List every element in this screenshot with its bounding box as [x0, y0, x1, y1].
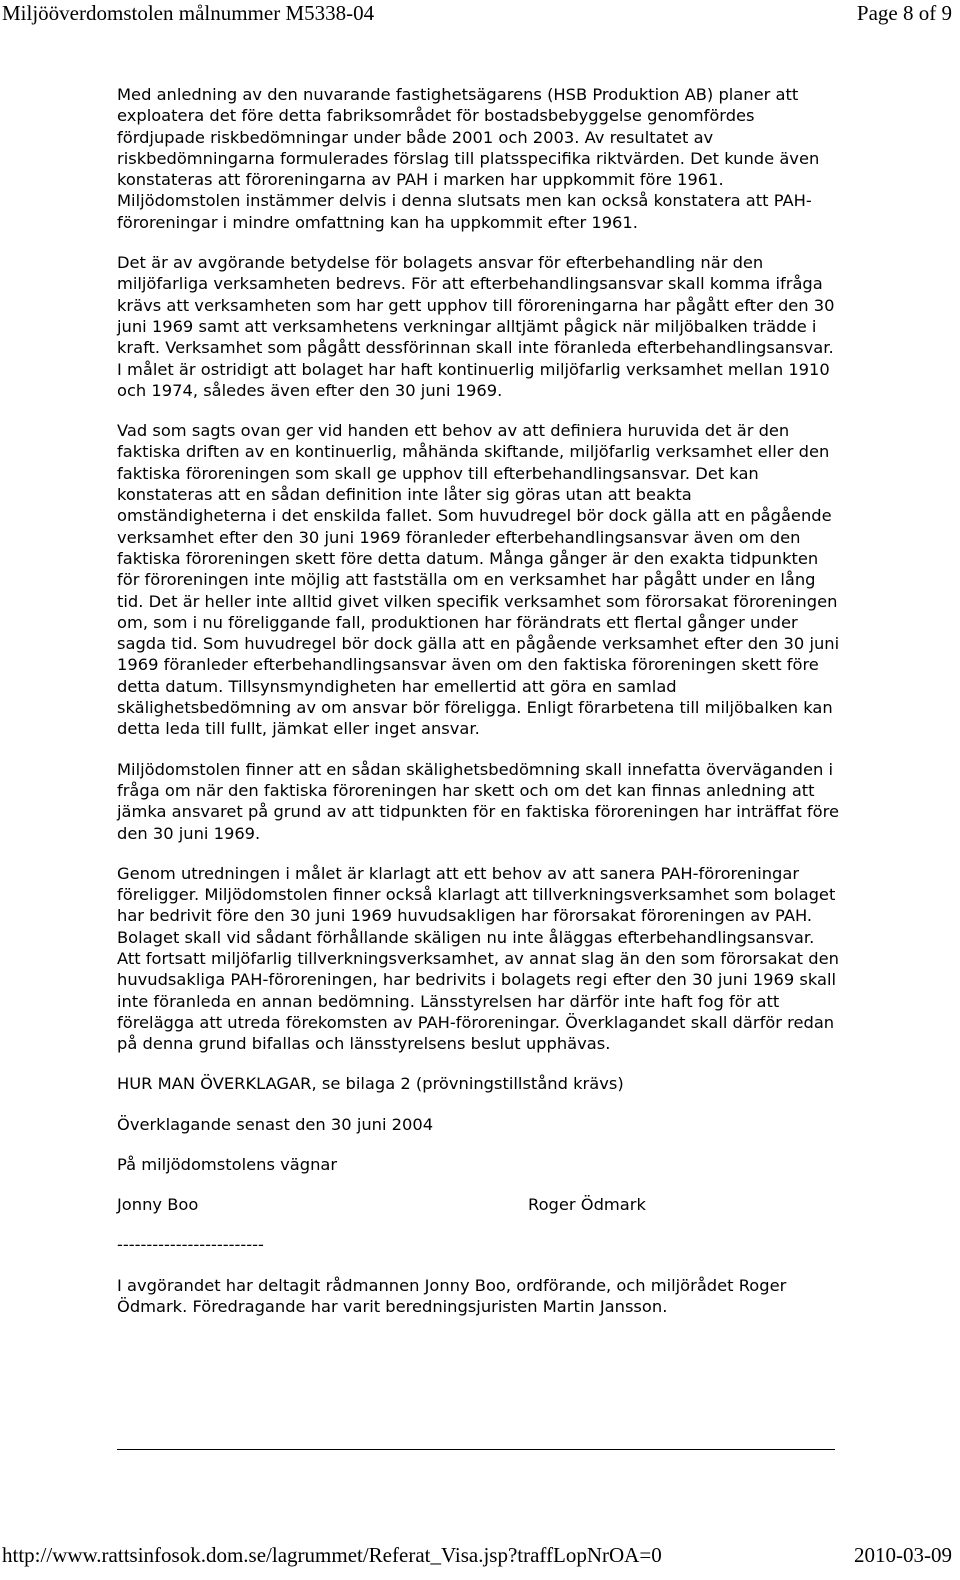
signature-row	[117, 1194, 842, 1215]
print-date: 2010-03-09	[854, 1543, 952, 1567]
appeal-deadline: Överklagande senast den 30 juni 2004	[117, 1114, 434, 1134]
signatory-jonny-boo: Jonny Boo	[117, 1195, 199, 1215]
page-header	[0, 0, 960, 30]
appeal-info: HUR MAN ÖVERKLAGAR, se bilaga 2 (prövningstillstånd krävs)	[117, 1074, 624, 1094]
paragraph-2: Det är av avgörande betydelse för bolagets ansvar för efterbehandling när den miljöfarliga verksamheten bedrevs. För att efterbehandlingsansvar skall komma ifråga krävs att verksamheten som har gett upphov till föroreningarna har pågått efter den 30 juni 1969 samt att verksamhetens verkningar alltjämt pågick när miljöbalken trädde i kraft. Verksamhet som pågått dessförinnan skall inte föranleda efterbehandlingsansvar. I målet är ostridigt att bolaget har haft kontinuerlig miljöfarlig verksamhet mellan 1910 och 1974, således även efter den 30 juni 1969.	[117, 253, 835, 400]
document-title: Miljööverdomstolen målnummer M5338-04	[2, 1, 375, 25]
paragraph-5: Genom utredningen i målet är klarlagt att ett behov av att sanera PAH-föroreningar föreligger. Miljödomstolen finner också klarlagt att tillverkningsverksamhet som bolaget har bedrivit före den 30 juni 1969 huvudsakligen har förorsakat föroreningen av PAH. Bolaget skall vid sådant förhållande skäligen nu inte åläggas efterbehandlingsansvar. Att fortsatt miljöfarlig tillverkningsverksamhet, av annat slag än den som förorsakat den huvudsakliga PAH-föroreningen, har bedrivits i bolagets regi efter den 30 juni 1969 skall inte föranleda en annan bedömning. Länsstyrelsen har därför inte haft fog för att förelägga att utreda förekomsten av PAH-föroreningar. Överklagandet skall därför redan på denna grund bifallas och länsstyrelsens beslut upphävas.	[117, 863, 839, 1054]
signatory-roger-odmark: Roger Ödmark	[528, 1195, 646, 1215]
participants-note: I avgörandet har deltagit rådmannen Jonny Boo, ordförande, och miljörådet Roger Ödmark. Föredragande har varit beredningsjuristen Martin Jansson.	[117, 1275, 787, 1316]
page-footer	[0, 1543, 960, 1573]
source-url[interactable]: http://www.rattsinfosok.dom.se/lagrummet/Referat_Visa.jsp?traffLopNrOA=0	[2, 1543, 662, 1567]
dash-separator: -------------------------	[117, 1235, 264, 1255]
document-body	[117, 84, 842, 1336]
on-behalf-line: På miljödomstolens vägnar	[117, 1155, 338, 1175]
horizontal-rule	[117, 1449, 835, 1450]
paragraph-4: Miljödomstolen finner att en sådan skälighetsbedömning skall innefatta överväganden i fråga om när den faktiska föroreningen har skett och om det kan finnas anledning att jämka ansvaret på grund av att tidpunkten för en faktiska föroreningen har inträffat före den 30 juni 1969.	[117, 759, 839, 843]
paragraph-3: Vad som sagts ovan ger vid handen ett behov av att definiera huruvida det är den faktiska driften av en kontinuerlig, måhända skiftande, miljöfarlig verksamhet eller den faktiska föroreningen som skall ge upphov till efterbehandlingsansvar. Det kan konstateras att en sådan definition inte låter sig göras utan att beakta omständigheterna i det enskilda fallet. Som huvudregel bör dock gälla att en pågående verksamhet efter den 30 juni 1969 föranleder efterbehandlingsansvar även om den faktiska föroreningen skett före detta datum. Många gånger är den exakta tidpunkten för föroreningen inte möjlig att fastställa om en verksamhet har pågått under en lång tid. Det är heller inte alltid givet vilken specifik verksamhet som förorsakat föroreningen om, som i nu föreliggande fall, produktionen har förändrats ett flertal gånger under sagda tid. Som huvudregel bör dock gälla att en pågående verksamhet efter den 30 juni 1969 föranleder efterbehandlingsansvar även om den faktiska föroreningen skett före detta datum. Tillsynsmyndigheten har emellertid att göra en samlad skälighetsbedömning av om ansvar bör föreligga. Enligt förarbetena till miljöbalken kan detta leda till fullt, jämkat eller inget ansvar.	[117, 421, 840, 739]
page-number: Page 8 of 9	[856, 1, 952, 25]
paragraph-1: Med anledning av den nuvarande fastighetsägarens (HSB Produktion AB) planer att exploatera det före detta fabriksområdet för bostadsbebyggelse genomfördes fördjupade riskbedömningar under både 2001 och 2003. Av resultatet av riskbedömningarna formulerades förslag till platsspecifika riktvärden. Det kunde även konstateras att föroreningarna av PAH i marken har uppkommit före 1961. Miljödomstolen instämmer delvis i denna slutsats men kan också konstatera att PAH-föroreningar i mindre omfattning kan ha uppkommit efter 1961.	[117, 85, 820, 232]
